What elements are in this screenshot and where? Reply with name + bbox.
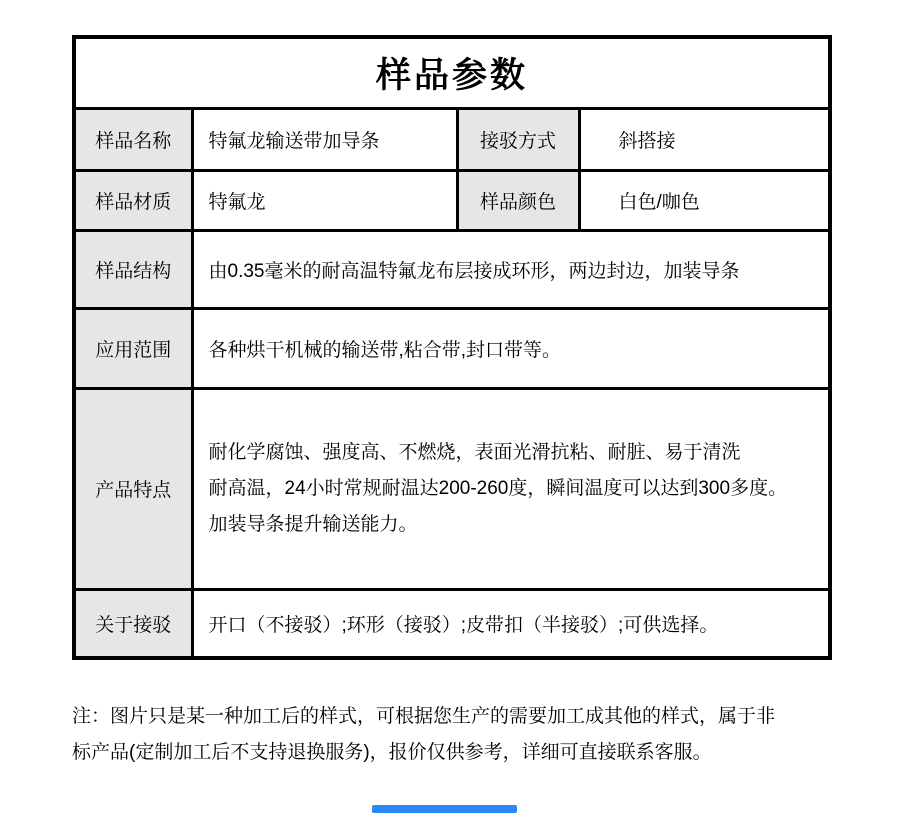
bottom-accent-bar [372,805,517,813]
table-row [74,230,830,308]
value-sample-color: 白色/咖色 [579,170,830,230]
label-sample-material: 样品材质 [74,170,192,230]
value-sample-material: 特氟龙 [192,170,457,230]
title-row [74,37,830,108]
value-sample-name: 特氟龙输送带加导条 [192,108,457,170]
table-row [74,308,830,388]
table-row [74,388,830,589]
table-row [74,589,830,658]
label-application-scope: 应用范围 [74,308,192,388]
label-joint-method: 接驳方式 [457,108,579,170]
table-row [74,170,830,230]
label-sample-structure: 样品结构 [74,230,192,308]
label-sample-color: 样品颜色 [457,170,579,230]
label-product-features: 产品特点 [74,388,192,589]
page-title: 样品参数 [74,37,830,108]
value-sample-structure: 由0.35毫米的耐高温特氟龙布层接成环形，两边封边，加装导条 [192,230,830,308]
footer-note-line-1: 注：图片只是某一种加工后的样式，可根据您生产的需要加工成其他的样式，属于非 [72,706,776,727]
product-feature-line-1: 耐化学腐蚀、强度高、不燃烧，表面光滑抗粘、耐脏、易于清洗 [208,441,741,463]
footer-note-line-2: 标产品(定制加工后不支持退换服务)，报价仅供参考，详细可直接联系客服。 [72,742,712,763]
product-feature-line-3: 加装导条提升输送能力。 [208,513,418,535]
value-application-scope: 各种烘干机械的输送带,粘合带,封口带等。 [192,308,830,388]
footer-note [72,699,842,771]
label-about-joint: 关于接驳 [74,589,192,658]
spec-table [72,35,832,660]
product-feature-line-2: 耐高温，24小时常规耐温达200-260度，瞬间温度可以达到300多度。 [208,477,788,499]
value-joint-method: 斜搭接 [579,108,830,170]
label-sample-name: 样品名称 [74,108,192,170]
value-about-joint: 开口（不接驳）;环形（接驳）;皮带扣（半接驳）;可供选择。 [192,589,830,658]
value-product-features [192,388,830,589]
table-row [74,108,830,170]
